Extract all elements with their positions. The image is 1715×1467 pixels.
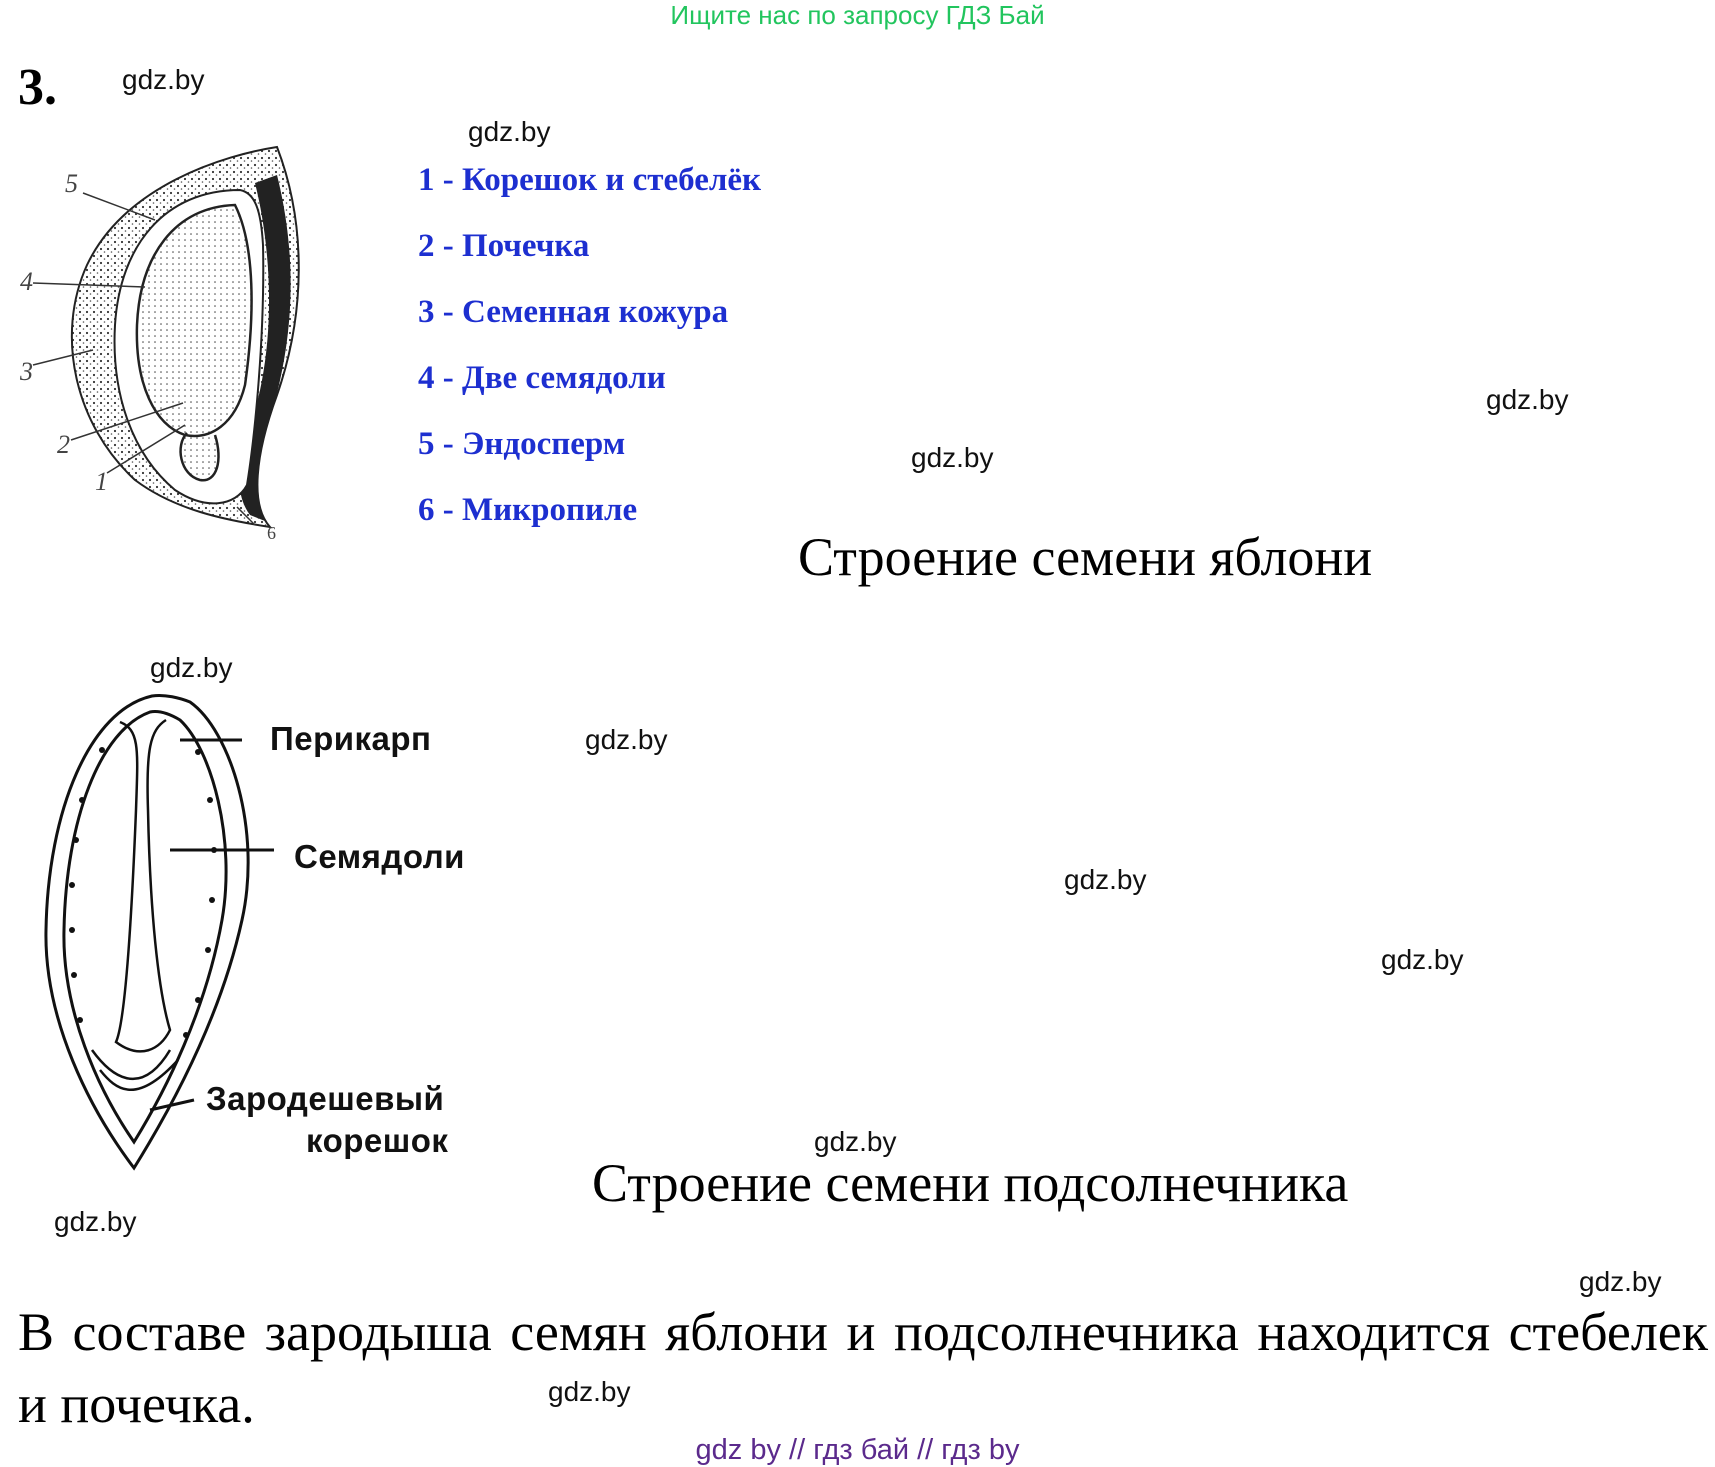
fig-number-4: 4 (20, 267, 33, 296)
fig-number-1: 1 (95, 467, 108, 496)
watermark: gdz.by (1064, 864, 1147, 895)
apple-legend (418, 160, 761, 556)
oil-dots (69, 747, 217, 1038)
label-radicle-line1: Зародешевый (206, 1080, 445, 1117)
watermark: gdz.by (1579, 1266, 1662, 1297)
fig-number-6: 6 (267, 523, 276, 543)
watermark: gdz.by (468, 116, 551, 147)
legend-item: 5 - Эндосперм (418, 426, 626, 462)
legend-item: 1 - Корешок и стебелёк (418, 162, 762, 198)
legend-item: 2 - Почечка (418, 228, 590, 264)
conclusion-text: В составе зародыша семян яблони и подсолнечника находится стебелек и почечка. (18, 1302, 1708, 1434)
watermark: gdz.by (1486, 384, 1569, 415)
apple-seed-diagram (15, 135, 315, 555)
legend-item: 3 - Семенная кожура (418, 294, 729, 330)
watermark: gdz.by (1381, 944, 1464, 975)
watermark: gdz.by (150, 652, 233, 683)
sunflower-caption: Строение семени подсолнечника (592, 1153, 1349, 1213)
apple-caption: Строение семени яблони (798, 527, 1373, 587)
fig-number-2: 2 (57, 430, 70, 459)
watermark: gdz.by (122, 64, 205, 95)
fig-number-5: 5 (65, 169, 78, 198)
watermark: gdz.by (911, 442, 994, 473)
watermark: gdz.by (814, 1126, 897, 1157)
label-pericarp: Перикарп (270, 720, 432, 757)
watermark: gdz.by (548, 1376, 631, 1407)
page-header: Ищите нас по запросу ГДЗ Бай (670, 0, 1045, 30)
page-footer: gdz by // гдз бай // гдз by (695, 1434, 1020, 1466)
legend-item: 4 - Две семядоли (418, 360, 666, 396)
label-radicle-line2: корешок (306, 1122, 449, 1159)
label-cotyledons: Семядоли (294, 838, 465, 875)
watermark: gdz.by (585, 724, 668, 755)
cotyledon-lines (92, 720, 178, 1090)
watermark: gdz.by (54, 1206, 137, 1237)
legend-item: 6 - Микропиле (418, 492, 638, 528)
task-number: 3. (18, 59, 57, 116)
fig-number-3: 3 (20, 357, 33, 386)
